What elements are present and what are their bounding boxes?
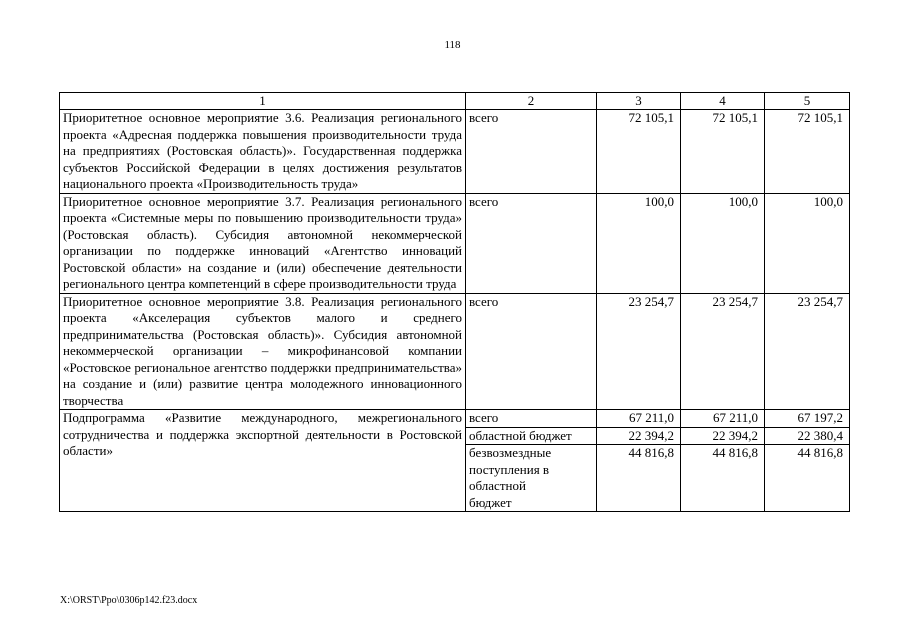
value-col3: 100,0 — [597, 193, 681, 293]
column-header: 4 — [681, 93, 765, 110]
subprogram-description: Подпрограмма «Развитие международного, межрегионального сотрудничества и поддержка экспортной деятельности в Ростовской области» — [60, 410, 466, 512]
measure-description: Приоритетное основное мероприятие 3.6. Реализация регионального проекта «Адресная поддержка повышения производительности труда на предприятиях (Ростовская область)». Государственная поддержка субъектов Российской Федерации в целях достижения результатов национального проекта «Производительность труда» — [60, 110, 466, 194]
value-col4: 100,0 — [681, 193, 765, 293]
value-col4: 22 394,2 — [681, 427, 765, 445]
funding-source: всего — [466, 110, 597, 194]
column-header: 1 — [60, 93, 466, 110]
funding-source: всего — [466, 410, 597, 428]
table-header-row — [60, 93, 850, 110]
funding-source: безвозмездные поступления в областной бюджет — [466, 445, 597, 512]
value-col4: 72 105,1 — [681, 110, 765, 194]
table-row — [60, 110, 850, 194]
funding-source: всего — [466, 293, 597, 410]
funding-source: областной бюджет — [466, 427, 597, 445]
value-col5: 72 105,1 — [765, 110, 850, 194]
value-col5: 67 197,2 — [765, 410, 850, 428]
table-row-subprogram-total — [60, 410, 850, 428]
value-col3: 22 394,2 — [597, 427, 681, 445]
column-header: 2 — [466, 93, 597, 110]
value-col3: 44 816,8 — [597, 445, 681, 512]
column-header: 3 — [597, 93, 681, 110]
budget-table — [59, 92, 850, 512]
value-col3: 67 211,0 — [597, 410, 681, 428]
measure-description: Приоритетное основное мероприятие 3.7. Реализация регионального проекта «Системные меры по повышению производительности труда» (Ростовская область). Субсидия автономной некоммерческой организации по поддержке инноваций «Агентство инноваций Ростовской области» на создание и (или) обеспечение деятельности регионального центра компетенций в сфере производительности труда — [60, 193, 466, 293]
value-col5: 100,0 — [765, 193, 850, 293]
table-row — [60, 293, 850, 410]
value-col5: 23 254,7 — [765, 293, 850, 410]
value-col3: 72 105,1 — [597, 110, 681, 194]
value-col5: 22 380,4 — [765, 427, 850, 445]
value-col4: 44 816,8 — [681, 445, 765, 512]
column-header: 5 — [765, 93, 850, 110]
table-row — [60, 193, 850, 293]
file-path-footer: X:\ORST\Ppo\0306p142.f23.docx — [60, 595, 198, 606]
page-number: 118 — [444, 39, 461, 51]
funding-source: всего — [466, 193, 597, 293]
value-col3: 23 254,7 — [597, 293, 681, 410]
measure-description: Приоритетное основное мероприятие 3.8. Реализация регионального проекта «Акселерация субъектов малого и среднего предпринимательства (Ростовская область)». Субсидия автономной некоммерческой организации – микрофинансовой компании «Ростовское региональное агентство поддержки предпринимательства» на создание и (или) развитие центра молодежного инновационного творчества — [60, 293, 466, 410]
value-col4: 67 211,0 — [681, 410, 765, 428]
value-col5: 44 816,8 — [765, 445, 850, 512]
value-col4: 23 254,7 — [681, 293, 765, 410]
